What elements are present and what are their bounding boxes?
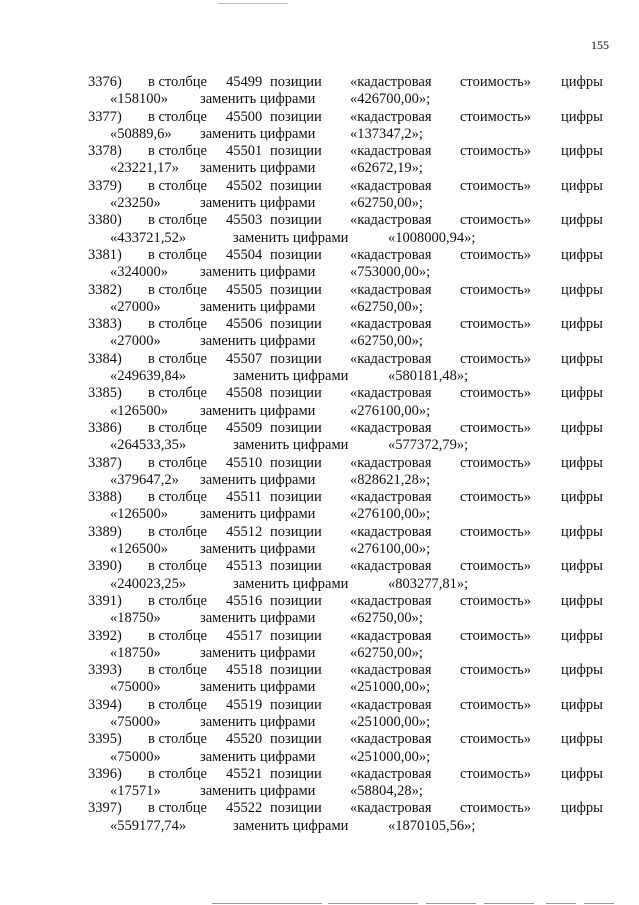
column-code: 45522: [226, 800, 263, 817]
digits-text: цифры: [561, 419, 603, 436]
entry-number: 3388): [88, 489, 122, 506]
quote-open-text: «кадастровая: [350, 489, 432, 506]
old-value: «18750»: [110, 644, 161, 661]
new-value: «276100,00»;: [350, 506, 431, 523]
quote-open-text: «кадастровая: [350, 523, 432, 540]
in-column-text: в столбце: [148, 489, 207, 506]
position-text: позиции: [270, 385, 322, 402]
position-text: позиции: [270, 627, 322, 644]
amendment-entry: [88, 697, 608, 732]
quote-open-text: «кадастровая: [350, 627, 432, 644]
new-value: «62750,00»;: [350, 610, 423, 627]
quote-open-text: «кадастровая: [350, 281, 432, 298]
replace-text: заменить цифрами: [200, 679, 316, 696]
new-value: «828621,28»;: [350, 471, 431, 488]
position-text: позиции: [270, 74, 322, 90]
quote-close-text: стоимость»: [460, 523, 532, 540]
entry-number: 3387): [88, 454, 122, 471]
position-text: позиции: [270, 800, 322, 817]
replace-text: заменить цифрами: [200, 644, 316, 661]
amendment-entry: [88, 316, 608, 351]
amendment-entry: [88, 212, 608, 247]
amendment-entry: [88, 524, 608, 559]
quote-open-text: «кадастровая: [350, 74, 432, 90]
quote-open-text: «кадастровая: [350, 696, 432, 713]
bottom-edge-line: [584, 903, 614, 904]
new-value: «1870105,56»;: [388, 817, 476, 834]
quote-open-text: «кадастровая: [350, 454, 432, 471]
in-column-text: в столбце: [148, 316, 207, 333]
entry-number: 3397): [88, 800, 122, 817]
page-number: 155: [591, 38, 609, 52]
quote-open-text: «кадастровая: [350, 316, 432, 333]
digits-text: цифры: [561, 696, 603, 713]
amendment-entry: [88, 178, 608, 213]
new-value: «753000,00»;: [350, 264, 431, 281]
in-column-text: в столбце: [148, 108, 207, 125]
replace-text: заменить цифрами: [233, 368, 349, 385]
quote-close-text: стоимость»: [460, 316, 532, 333]
new-value: «62672,19»;: [350, 160, 423, 177]
digits-text: цифры: [561, 143, 603, 160]
old-value: «27000»: [110, 298, 161, 315]
in-column-text: в столбце: [148, 281, 207, 298]
in-column-text: в столбце: [148, 731, 207, 748]
amendment-entry: [88, 766, 608, 801]
quote-close-text: стоимость»: [460, 177, 532, 194]
quote-close-text: стоимость»: [460, 350, 532, 367]
digits-text: цифры: [561, 558, 603, 575]
digits-text: цифры: [561, 765, 603, 782]
quote-close-text: стоимость»: [460, 696, 532, 713]
quote-open-text: «кадастровая: [350, 800, 432, 817]
amendment-entry: [88, 351, 608, 386]
in-column-text: в столбце: [148, 523, 207, 540]
in-column-text: в столбце: [148, 765, 207, 782]
bottom-edge-line: [212, 903, 322, 904]
quote-close-text: стоимость»: [460, 627, 532, 644]
old-value: «433721,52»: [110, 229, 187, 246]
old-value: «158100»: [110, 91, 168, 108]
replace-text: заменить цифрами: [233, 575, 349, 592]
position-text: позиции: [270, 177, 322, 194]
new-value: «426700,00»;: [350, 91, 431, 108]
new-value: «137347,2»;: [350, 125, 423, 142]
quote-open-text: «кадастровая: [350, 419, 432, 436]
in-column-text: в столбце: [148, 558, 207, 575]
in-column-text: в столбце: [148, 143, 207, 160]
position-text: позиции: [270, 765, 322, 782]
amendment-entry: [88, 558, 608, 593]
digits-text: цифры: [561, 731, 603, 748]
quote-close-text: стоимость»: [460, 246, 532, 263]
column-code: 45510: [226, 454, 263, 471]
quote-close-text: стоимость»: [460, 212, 532, 229]
old-value: «559177,74»: [110, 817, 187, 834]
quote-close-text: стоимость»: [460, 143, 532, 160]
column-code: 45520: [226, 731, 263, 748]
old-value: «126500»: [110, 506, 168, 523]
amendment-entry: [88, 489, 608, 524]
entry-number: 3396): [88, 765, 122, 782]
top-edge-mark: [218, 0, 288, 4]
column-code: 45521: [226, 765, 263, 782]
column-code: 45512: [226, 523, 263, 540]
quote-close-text: стоимость»: [460, 385, 532, 402]
entry-number: 3383): [88, 316, 122, 333]
entry-number: 3391): [88, 592, 122, 609]
quote-open-text: «кадастровая: [350, 731, 432, 748]
old-value: «23221,17»: [110, 160, 179, 177]
column-code: 45517: [226, 627, 263, 644]
old-value: «23250»: [110, 195, 161, 212]
column-code: 45511: [226, 489, 262, 506]
entry-number: 3389): [88, 523, 122, 540]
quote-close-text: стоимость»: [460, 419, 532, 436]
entry-number: 3376): [88, 74, 122, 90]
replace-text: заменить цифрами: [233, 229, 349, 246]
quote-open-text: «кадастровая: [350, 662, 432, 679]
column-code: 45503: [226, 212, 263, 229]
new-value: «62750,00»;: [350, 644, 423, 661]
amendment-entry: [88, 455, 608, 490]
entry-number: 3379): [88, 177, 122, 194]
new-value: «62750,00»;: [350, 333, 423, 350]
position-text: позиции: [270, 108, 322, 125]
quote-open-text: «кадастровая: [350, 108, 432, 125]
entry-number: 3392): [88, 627, 122, 644]
old-value: «27000»: [110, 333, 161, 350]
old-value: «249639,84»: [110, 368, 187, 385]
replace-text: заменить цифрами: [200, 298, 316, 315]
new-value: «580181,48»;: [388, 368, 469, 385]
amendment-entry: [88, 662, 608, 697]
quote-close-text: стоимость»: [460, 558, 532, 575]
entry-number: 3384): [88, 350, 122, 367]
amendment-list: [88, 74, 608, 835]
replace-text: заменить цифрами: [200, 471, 316, 488]
amendment-entry: [88, 628, 608, 663]
digits-text: цифры: [561, 592, 603, 609]
quote-close-text: стоимость»: [460, 281, 532, 298]
bottom-edge-line: [484, 903, 534, 904]
position-text: позиции: [270, 696, 322, 713]
column-code: 45518: [226, 662, 263, 679]
old-value: «75000»: [110, 713, 161, 730]
in-column-text: в столбце: [148, 592, 207, 609]
new-value: «1008000,94»;: [388, 229, 476, 246]
replace-text: заменить цифрами: [200, 125, 316, 142]
position-text: позиции: [270, 246, 322, 263]
entry-number: 3380): [88, 212, 122, 229]
position-text: позиции: [270, 523, 322, 540]
column-code: 45502: [226, 177, 263, 194]
quote-open-text: «кадастровая: [350, 558, 432, 575]
new-value: «62750,00»;: [350, 298, 423, 315]
digits-text: цифры: [561, 246, 603, 263]
old-value: «240023,25»: [110, 575, 187, 592]
new-value: «251000,00»;: [350, 748, 431, 765]
bottom-edge-line: [546, 903, 576, 904]
column-code: 45509: [226, 419, 263, 436]
replace-text: заменить цифрами: [200, 333, 316, 350]
digits-text: цифры: [561, 177, 603, 194]
amendment-entry: [88, 109, 608, 144]
new-value: «276100,00»;: [350, 541, 431, 558]
replace-text: заменить цифрами: [233, 817, 349, 834]
new-value: «251000,00»;: [350, 679, 431, 696]
replace-text: заменить цифрами: [200, 506, 316, 523]
entry-number: 3386): [88, 419, 122, 436]
entry-number: 3377): [88, 108, 122, 125]
digits-text: цифры: [561, 281, 603, 298]
new-value: «251000,00»;: [350, 713, 431, 730]
bottom-edge-line: [426, 903, 476, 904]
entry-number: 3382): [88, 281, 122, 298]
digits-text: цифры: [561, 212, 603, 229]
column-code: 45501: [226, 143, 263, 160]
replace-text: заменить цифрами: [200, 160, 316, 177]
new-value: «58804,28»;: [350, 783, 423, 800]
old-value: «17571»: [110, 783, 161, 800]
position-text: позиции: [270, 489, 322, 506]
digits-text: цифры: [561, 385, 603, 402]
quote-open-text: «кадастровая: [350, 177, 432, 194]
entry-number: 3381): [88, 246, 122, 263]
digits-text: цифры: [561, 662, 603, 679]
quote-open-text: «кадастровая: [350, 143, 432, 160]
entry-number: 3395): [88, 731, 122, 748]
position-text: позиции: [270, 316, 322, 333]
in-column-text: в столбце: [148, 350, 207, 367]
old-value: «126500»: [110, 402, 168, 419]
replace-text: заменить цифрами: [200, 541, 316, 558]
amendment-entry: [88, 385, 608, 420]
amendment-entry: [88, 143, 608, 178]
quote-open-text: «кадастровая: [350, 765, 432, 782]
quote-close-text: стоимость»: [460, 108, 532, 125]
amendment-entry: [88, 247, 608, 282]
position-text: позиции: [270, 454, 322, 471]
quote-close-text: стоимость»: [460, 800, 532, 817]
replace-text: заменить цифрами: [200, 264, 316, 281]
position-text: позиции: [270, 662, 322, 679]
column-code: 45499: [226, 74, 263, 90]
in-column-text: в столбце: [148, 212, 207, 229]
entry-number: 3394): [88, 696, 122, 713]
position-text: позиции: [270, 558, 322, 575]
digits-text: цифры: [561, 523, 603, 540]
in-column-text: в столбце: [148, 385, 207, 402]
replace-text: заменить цифрами: [200, 783, 316, 800]
amendment-entry: [88, 282, 608, 317]
replace-text: заменить цифрами: [200, 195, 316, 212]
old-value: «18750»: [110, 610, 161, 627]
column-code: 45505: [226, 281, 263, 298]
quote-open-text: «кадастровая: [350, 246, 432, 263]
quote-close-text: стоимость»: [460, 489, 532, 506]
position-text: позиции: [270, 281, 322, 298]
position-text: позиции: [270, 419, 322, 436]
replace-text: заменить цифрами: [200, 713, 316, 730]
entry-number: 3385): [88, 385, 122, 402]
new-value: «276100,00»;: [350, 402, 431, 419]
in-column-text: в столбце: [148, 177, 207, 194]
column-code: 45508: [226, 385, 263, 402]
digits-text: цифры: [561, 627, 603, 644]
amendment-entry: [88, 731, 608, 766]
column-code: 45513: [226, 558, 263, 575]
old-value: «324000»: [110, 264, 168, 281]
column-code: 45519: [226, 696, 263, 713]
column-code: 45500: [226, 108, 263, 125]
position-text: позиции: [270, 592, 322, 609]
quote-close-text: стоимость»: [460, 592, 532, 609]
replace-text: заменить цифрами: [200, 610, 316, 627]
quote-close-text: стоимость»: [460, 662, 532, 679]
old-value: «264533,35»: [110, 437, 187, 454]
quote-open-text: «кадастровая: [350, 592, 432, 609]
column-code: 45516: [226, 592, 263, 609]
old-value: «50889,6»: [110, 125, 172, 142]
in-column-text: в столбце: [148, 662, 207, 679]
in-column-text: в столбце: [148, 454, 207, 471]
old-value: «379647,2»: [110, 471, 179, 488]
old-value: «75000»: [110, 679, 161, 696]
in-column-text: в столбце: [148, 419, 207, 436]
amendment-entry: [88, 800, 608, 835]
quote-close-text: стоимость»: [460, 74, 532, 90]
quote-close-text: стоимость»: [460, 731, 532, 748]
position-text: позиции: [270, 212, 322, 229]
in-column-text: в столбце: [148, 800, 207, 817]
amendment-entry: [88, 420, 608, 455]
old-value: «75000»: [110, 748, 161, 765]
new-value: «62750,00»;: [350, 195, 423, 212]
in-column-text: в столбце: [148, 246, 207, 263]
entry-number: 3378): [88, 143, 122, 160]
bottom-edge-line: [328, 903, 418, 904]
replace-text: заменить цифрами: [200, 91, 316, 108]
digits-text: цифры: [561, 108, 603, 125]
column-code: 45506: [226, 316, 263, 333]
new-value: «803277,81»;: [388, 575, 469, 592]
entry-number: 3393): [88, 662, 122, 679]
quote-close-text: стоимость»: [460, 454, 532, 471]
old-value: «126500»: [110, 541, 168, 558]
quote-open-text: «кадастровая: [350, 350, 432, 367]
position-text: позиции: [270, 731, 322, 748]
digits-text: цифры: [561, 454, 603, 471]
replace-text: заменить цифрами: [200, 402, 316, 419]
column-code: 45504: [226, 246, 263, 263]
quote-close-text: стоимость»: [460, 765, 532, 782]
amendment-entry: [88, 74, 608, 109]
digits-text: цифры: [561, 489, 603, 506]
in-column-text: в столбце: [148, 696, 207, 713]
digits-text: цифры: [561, 74, 603, 90]
amendment-entry: [88, 593, 608, 628]
replace-text: заменить цифрами: [200, 748, 316, 765]
position-text: позиции: [270, 143, 322, 160]
in-column-text: в столбце: [148, 627, 207, 644]
digits-text: цифры: [561, 350, 603, 367]
quote-open-text: «кадастровая: [350, 385, 432, 402]
column-code: 45507: [226, 350, 263, 367]
digits-text: цифры: [561, 316, 603, 333]
replace-text: заменить цифрами: [233, 437, 349, 454]
quote-open-text: «кадастровая: [350, 212, 432, 229]
new-value: «577372,79»;: [388, 437, 469, 454]
digits-text: цифры: [561, 800, 603, 817]
position-text: позиции: [270, 350, 322, 367]
entry-number: 3390): [88, 558, 122, 575]
in-column-text: в столбце: [148, 74, 207, 90]
